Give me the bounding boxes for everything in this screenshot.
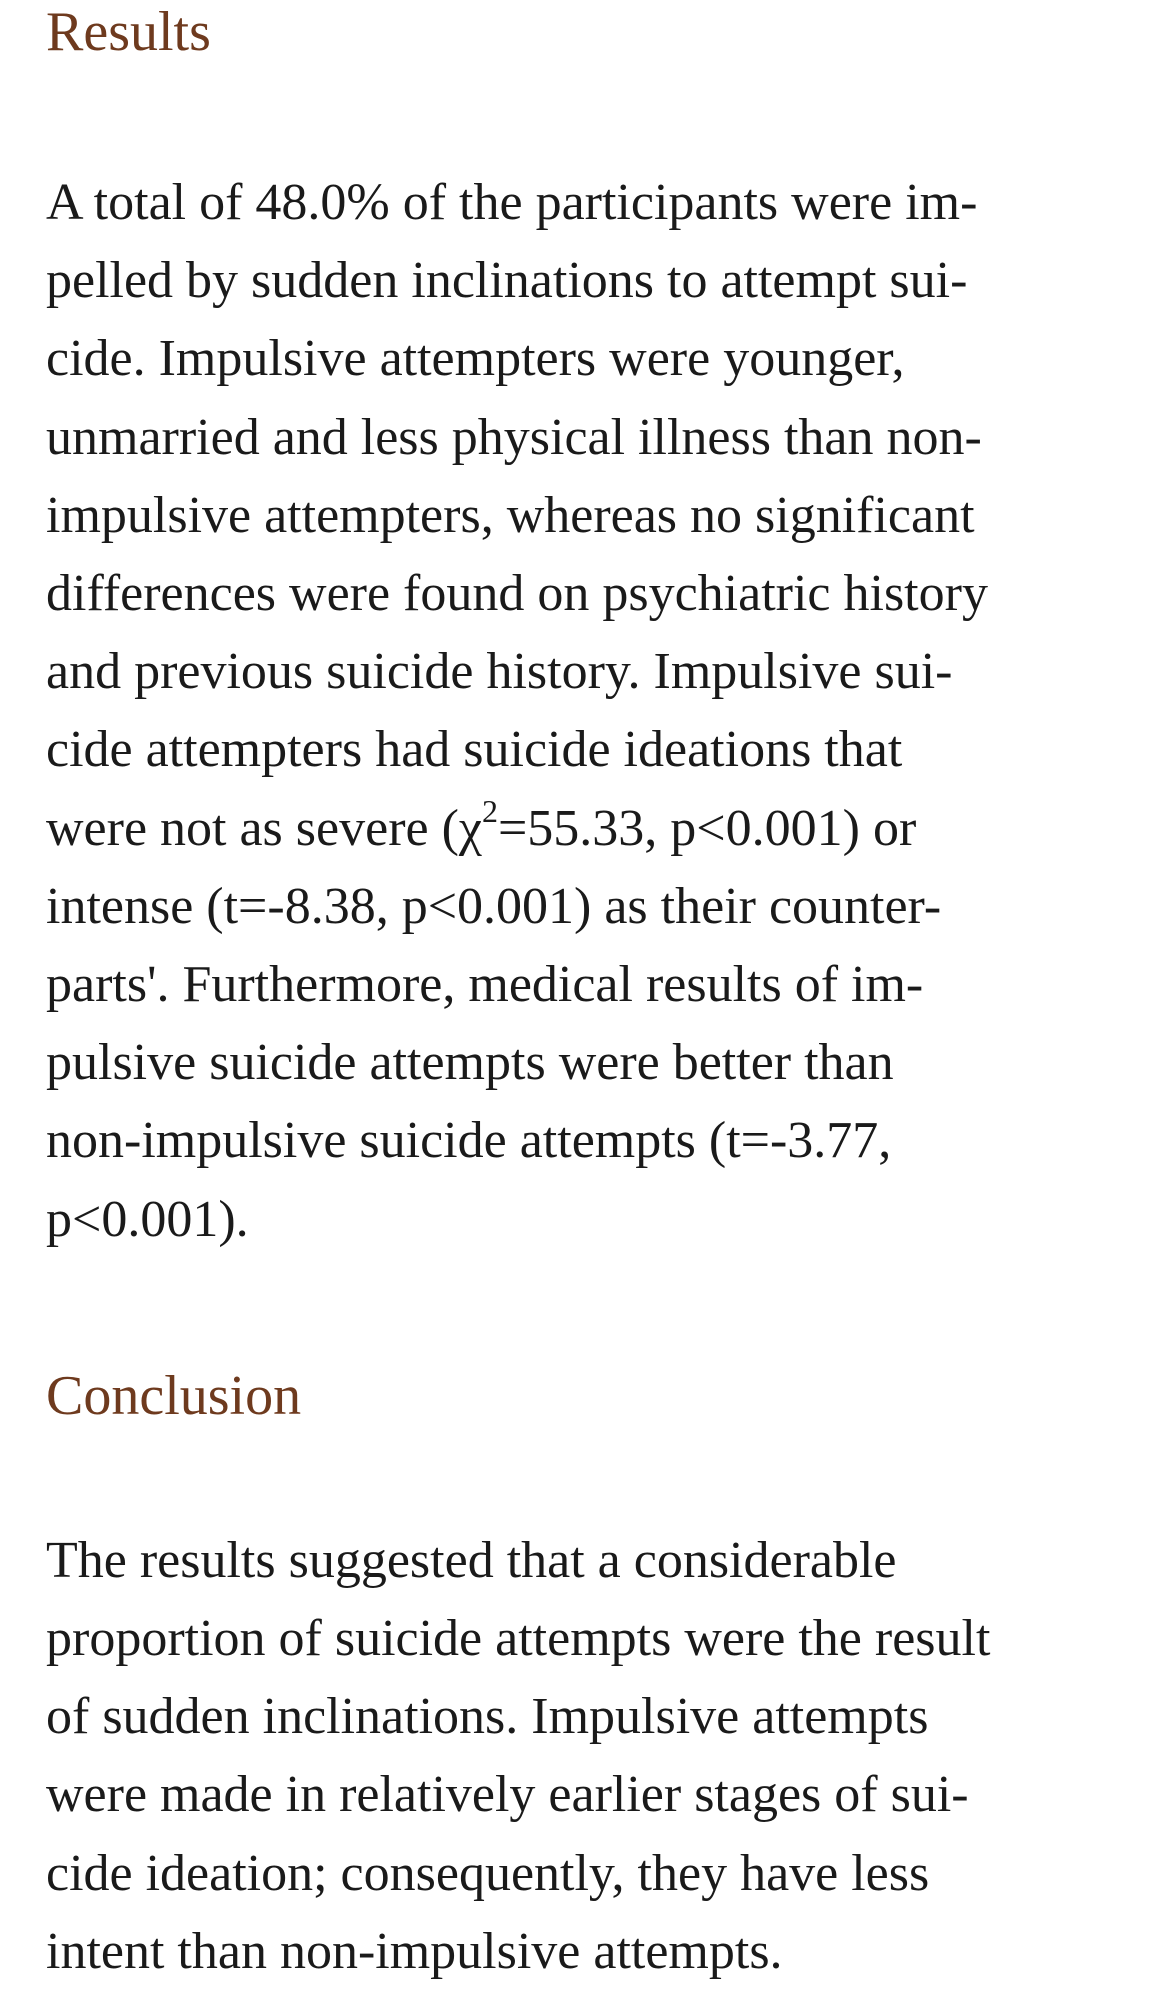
chi-square-exponent: 2 [481,793,498,830]
conclusion-line: intent than non-impulsive attempts. [46,1922,783,1980]
conclusion-line: of sudden inclinations. Impulsive attempts [46,1688,929,1746]
conclusion-line: cide ideation; consequently, they have less [46,1844,930,1902]
results-line: cide. Impulsive attempters were younger, [46,330,905,388]
conclusion-paragraph [46,1522,1136,1991]
results-line: and previous suicide history. Impulsive sui- [46,643,953,701]
conclusion-line: The results suggested that a considerable [46,1531,897,1589]
results-line: pelled by sudden inclinations to attempt sui- [46,252,968,310]
results-line: non-impulsive suicide attempts (t=-3.77, [46,1112,892,1170]
results-line: intense (t=-8.38, p<0.001) as their counter- [46,877,942,935]
results-line: A total of 48.0% of the participants were im- [46,174,978,231]
results-line: impulsive attempters, whereas no significant [46,486,975,544]
abstract-section [46,0,1136,1991]
conclusion-line: were made in relatively earlier stages of sui- [46,1766,969,1824]
results-line: pulsive suicide attempts were better than [46,1034,894,1092]
results-line: differences were found on psychiatric history [46,565,988,623]
results-heading: Results [46,1,211,63]
conclusion-line: proportion of suicide attempts were the result [46,1610,991,1668]
results-paragraph [46,164,1136,1259]
results-line: p<0.001). [46,1190,249,1248]
results-line-chi-square [46,790,1136,868]
results-line: parts'. Furthermore, medical results of im- [46,956,924,1014]
conclusion-heading: Conclusion [46,1364,302,1427]
results-line: unmarried and less physical illness than non- [46,408,982,466]
chi-square-prefix: were not as severe (χ [46,799,482,857]
results-line: cide attempters had suicide ideations that [46,721,903,779]
chi-square-suffix: =55.33, p<0.001) or [497,799,917,857]
